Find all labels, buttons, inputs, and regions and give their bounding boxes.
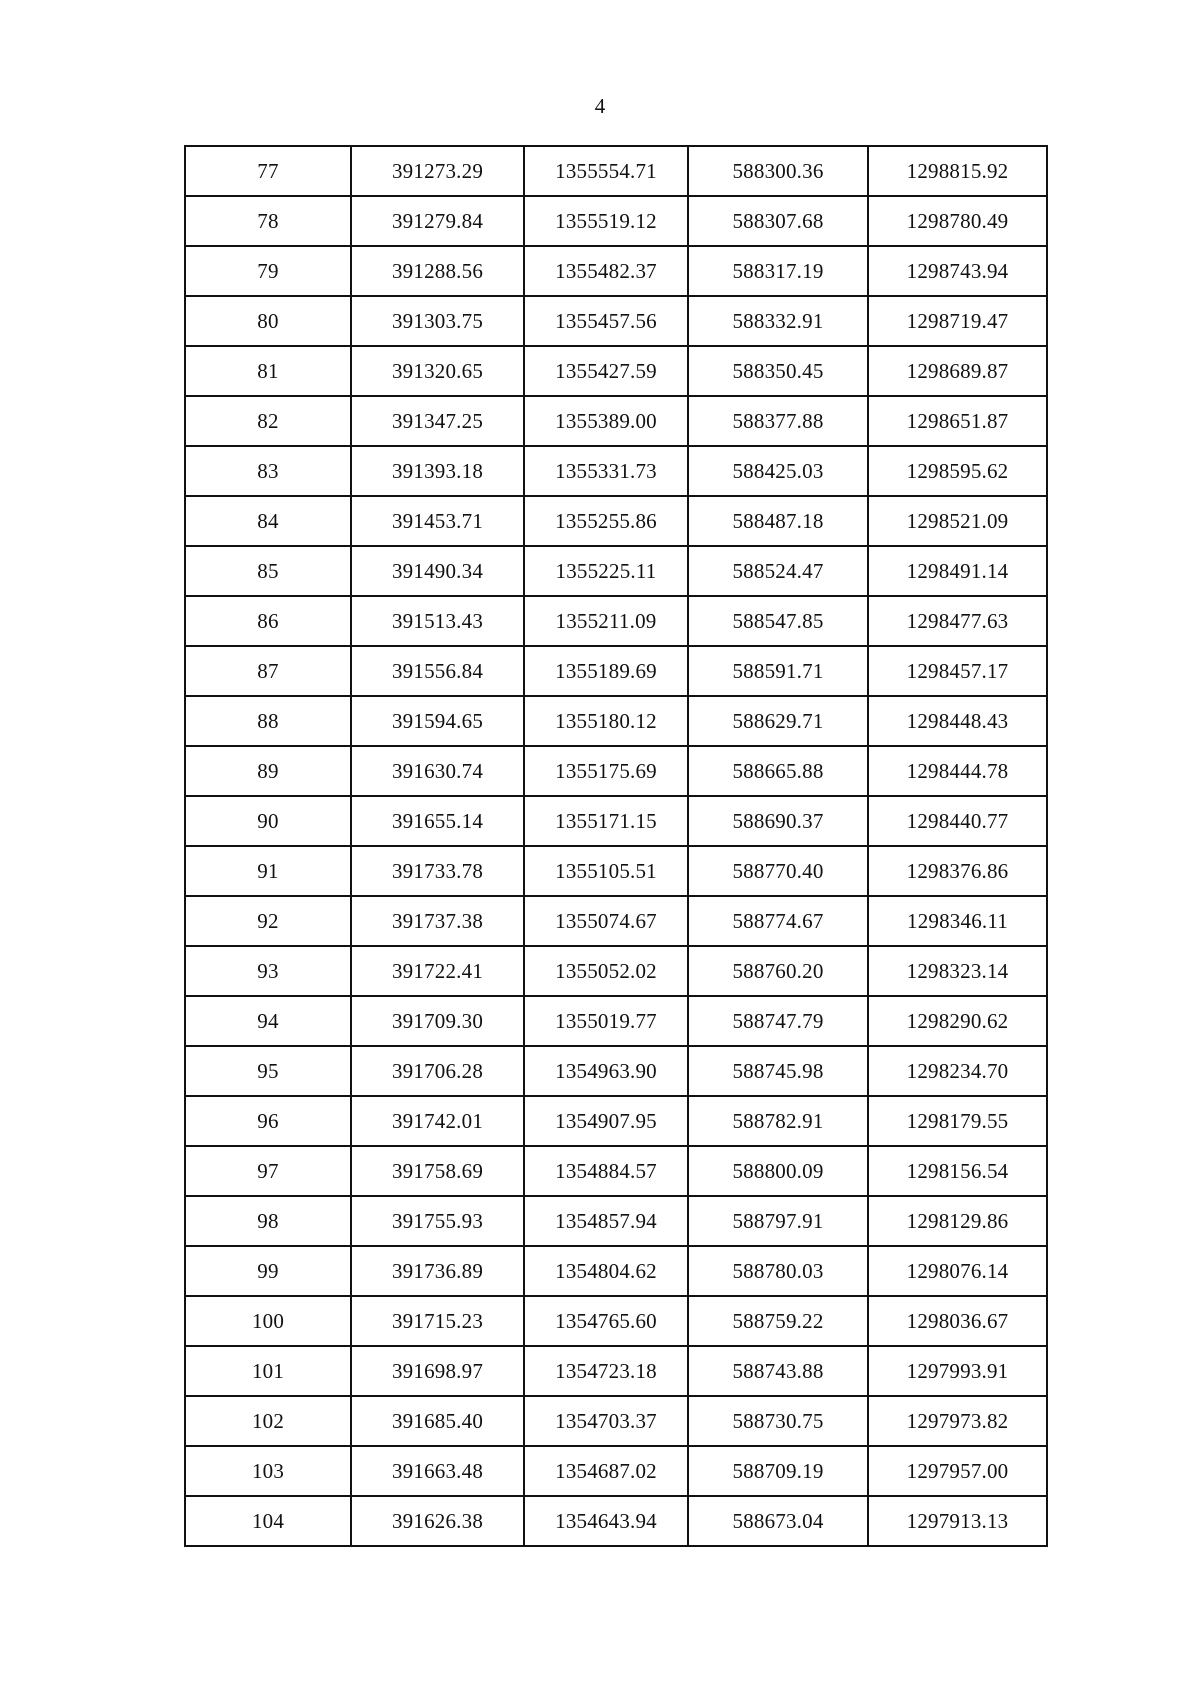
coord-x1-cell: 391742.01 <box>351 1096 524 1146</box>
coord-y1-cell: 1354884.57 <box>524 1146 688 1196</box>
point-number-cell: 100 <box>185 1296 351 1346</box>
coord-y1-cell: 1354687.02 <box>524 1446 688 1496</box>
coord-x2-cell: 588690.37 <box>688 796 868 846</box>
coord-x2-cell: 588332.91 <box>688 296 868 346</box>
coord-y1-cell: 1355331.73 <box>524 446 688 496</box>
coord-x1-cell: 391736.89 <box>351 1246 524 1296</box>
table-row <box>185 846 1047 896</box>
coord-x1-cell: 391737.38 <box>351 896 524 946</box>
coord-y1-cell: 1355389.00 <box>524 396 688 446</box>
point-number-cell: 78 <box>185 196 351 246</box>
coord-x1-cell: 391709.30 <box>351 996 524 1046</box>
coord-y2-cell: 1298444.78 <box>868 746 1047 796</box>
coord-y1-cell: 1355427.59 <box>524 346 688 396</box>
point-number-cell: 80 <box>185 296 351 346</box>
point-number-cell: 87 <box>185 646 351 696</box>
coord-y2-cell: 1297957.00 <box>868 1446 1047 1496</box>
table-row <box>185 246 1047 296</box>
coord-x2-cell: 588730.75 <box>688 1396 868 1446</box>
coord-y2-cell: 1297913.13 <box>868 1496 1047 1546</box>
table-row <box>185 1446 1047 1496</box>
point-number-cell: 94 <box>185 996 351 1046</box>
coord-y2-cell: 1298448.43 <box>868 696 1047 746</box>
coord-x1-cell: 391393.18 <box>351 446 524 496</box>
coord-y1-cell: 1355211.09 <box>524 596 688 646</box>
table-row <box>185 1096 1047 1146</box>
coord-x2-cell: 588629.71 <box>688 696 868 746</box>
coord-y1-cell: 1354963.90 <box>524 1046 688 1096</box>
coord-x1-cell: 391288.56 <box>351 246 524 296</box>
coordinate-table <box>184 145 1048 1547</box>
coord-x2-cell: 588317.19 <box>688 246 868 296</box>
coord-x1-cell: 391490.34 <box>351 546 524 596</box>
coord-y1-cell: 1355225.11 <box>524 546 688 596</box>
table-row <box>185 646 1047 696</box>
coord-x1-cell: 391347.25 <box>351 396 524 446</box>
coord-x2-cell: 588673.04 <box>688 1496 868 1546</box>
coord-y2-cell: 1298491.14 <box>868 546 1047 596</box>
point-number-cell: 77 <box>185 146 351 196</box>
coord-y2-cell: 1298234.70 <box>868 1046 1047 1096</box>
coord-y1-cell: 1354723.18 <box>524 1346 688 1396</box>
coord-y1-cell: 1354703.37 <box>524 1396 688 1446</box>
table-row <box>185 1146 1047 1196</box>
point-number-cell: 104 <box>185 1496 351 1546</box>
coord-y1-cell: 1355457.56 <box>524 296 688 346</box>
coord-y2-cell: 1298156.54 <box>868 1146 1047 1196</box>
table-row <box>185 796 1047 846</box>
table-row <box>185 346 1047 396</box>
coord-x2-cell: 588487.18 <box>688 496 868 546</box>
coord-x2-cell: 588307.68 <box>688 196 868 246</box>
table-row <box>185 1346 1047 1396</box>
table-row <box>185 696 1047 746</box>
coord-y1-cell: 1355554.71 <box>524 146 688 196</box>
point-number-cell: 96 <box>185 1096 351 1146</box>
point-number-cell: 81 <box>185 346 351 396</box>
coord-y2-cell: 1298179.55 <box>868 1096 1047 1146</box>
coord-x2-cell: 588774.67 <box>688 896 868 946</box>
coord-y1-cell: 1355074.67 <box>524 896 688 946</box>
coord-x1-cell: 391758.69 <box>351 1146 524 1196</box>
point-number-cell: 79 <box>185 246 351 296</box>
coord-x1-cell: 391453.71 <box>351 496 524 546</box>
coord-x1-cell: 391722.41 <box>351 946 524 996</box>
coord-y1-cell: 1354907.95 <box>524 1096 688 1146</box>
coord-y1-cell: 1354765.60 <box>524 1296 688 1346</box>
point-number-cell: 83 <box>185 446 351 496</box>
table-row <box>185 896 1047 946</box>
coord-y2-cell: 1298457.17 <box>868 646 1047 696</box>
point-number-cell: 102 <box>185 1396 351 1446</box>
coord-y2-cell: 1298346.11 <box>868 896 1047 946</box>
point-number-cell: 82 <box>185 396 351 446</box>
point-number-cell: 85 <box>185 546 351 596</box>
coord-x2-cell: 588759.22 <box>688 1296 868 1346</box>
table-row <box>185 446 1047 496</box>
coord-x2-cell: 588747.79 <box>688 996 868 1046</box>
coord-y1-cell: 1355175.69 <box>524 746 688 796</box>
coord-x2-cell: 588780.03 <box>688 1246 868 1296</box>
coord-y2-cell: 1298815.92 <box>868 146 1047 196</box>
point-number-cell: 89 <box>185 746 351 796</box>
table-row <box>185 996 1047 1046</box>
coord-y2-cell: 1298651.87 <box>868 396 1047 446</box>
coord-y2-cell: 1298036.67 <box>868 1296 1047 1346</box>
coord-x1-cell: 391626.38 <box>351 1496 524 1546</box>
coord-y1-cell: 1355019.77 <box>524 996 688 1046</box>
coord-y2-cell: 1298780.49 <box>868 196 1047 246</box>
table-row <box>185 496 1047 546</box>
coord-y2-cell: 1298323.14 <box>868 946 1047 996</box>
point-number-cell: 98 <box>185 1196 351 1246</box>
point-number-cell: 99 <box>185 1246 351 1296</box>
coord-x1-cell: 391663.48 <box>351 1446 524 1496</box>
table-row <box>185 296 1047 346</box>
table-row <box>185 1496 1047 1546</box>
page-number: 4 <box>594 94 606 118</box>
coord-x2-cell: 588800.09 <box>688 1146 868 1196</box>
coordinate-table-body <box>185 146 1047 1546</box>
coord-x2-cell: 588709.19 <box>688 1446 868 1496</box>
table-row <box>185 1396 1047 1446</box>
point-number-cell: 97 <box>185 1146 351 1196</box>
table-row <box>185 196 1047 246</box>
table-row <box>185 546 1047 596</box>
coord-x2-cell: 588350.45 <box>688 346 868 396</box>
coord-y2-cell: 1298719.47 <box>868 296 1047 346</box>
coord-x1-cell: 391715.23 <box>351 1296 524 1346</box>
coord-x1-cell: 391273.29 <box>351 146 524 196</box>
coord-y1-cell: 1354857.94 <box>524 1196 688 1246</box>
coord-y1-cell: 1355519.12 <box>524 196 688 246</box>
point-number-cell: 90 <box>185 796 351 846</box>
coord-x1-cell: 391320.65 <box>351 346 524 396</box>
coord-x2-cell: 588425.03 <box>688 446 868 496</box>
coord-y1-cell: 1355171.15 <box>524 796 688 846</box>
coord-y1-cell: 1355180.12 <box>524 696 688 746</box>
coord-y2-cell: 1298376.86 <box>868 846 1047 896</box>
coord-x1-cell: 391655.14 <box>351 796 524 846</box>
table-row <box>185 1296 1047 1346</box>
point-number-cell: 88 <box>185 696 351 746</box>
coord-y1-cell: 1354804.62 <box>524 1246 688 1296</box>
point-number-cell: 84 <box>185 496 351 546</box>
coord-y2-cell: 1298129.86 <box>868 1196 1047 1246</box>
coord-y1-cell: 1355105.51 <box>524 846 688 896</box>
coord-x1-cell: 391685.40 <box>351 1396 524 1446</box>
coord-y1-cell: 1355189.69 <box>524 646 688 696</box>
coord-y1-cell: 1355255.86 <box>524 496 688 546</box>
coord-y2-cell: 1298290.62 <box>868 996 1047 1046</box>
coord-x2-cell: 588760.20 <box>688 946 868 996</box>
coord-x1-cell: 391594.65 <box>351 696 524 746</box>
coord-y2-cell: 1298743.94 <box>868 246 1047 296</box>
coord-x1-cell: 391303.75 <box>351 296 524 346</box>
coord-x2-cell: 588745.98 <box>688 1046 868 1096</box>
coord-x2-cell: 588797.91 <box>688 1196 868 1246</box>
table-row <box>185 1246 1047 1296</box>
coord-x1-cell: 391556.84 <box>351 646 524 696</box>
point-number-cell: 95 <box>185 1046 351 1096</box>
coord-x1-cell: 391755.93 <box>351 1196 524 1246</box>
table-row <box>185 396 1047 446</box>
coord-y2-cell: 1298076.14 <box>868 1246 1047 1296</box>
point-number-cell: 91 <box>185 846 351 896</box>
coord-y2-cell: 1298440.77 <box>868 796 1047 846</box>
coord-y1-cell: 1355052.02 <box>524 946 688 996</box>
table-row <box>185 946 1047 996</box>
coord-x2-cell: 588547.85 <box>688 596 868 646</box>
point-number-cell: 86 <box>185 596 351 646</box>
table-row <box>185 1046 1047 1096</box>
coord-y2-cell: 1298521.09 <box>868 496 1047 546</box>
coord-y2-cell: 1298595.62 <box>868 446 1047 496</box>
table-row <box>185 1196 1047 1246</box>
coord-y2-cell: 1297993.91 <box>868 1346 1047 1396</box>
coord-y1-cell: 1354643.94 <box>524 1496 688 1546</box>
coord-x1-cell: 391279.84 <box>351 196 524 246</box>
coord-y2-cell: 1298477.63 <box>868 596 1047 646</box>
point-number-cell: 92 <box>185 896 351 946</box>
coord-x1-cell: 391630.74 <box>351 746 524 796</box>
coord-x2-cell: 588782.91 <box>688 1096 868 1146</box>
coord-x1-cell: 391698.97 <box>351 1346 524 1396</box>
coord-y1-cell: 1355482.37 <box>524 246 688 296</box>
point-number-cell: 93 <box>185 946 351 996</box>
coord-x2-cell: 588665.88 <box>688 746 868 796</box>
table-row <box>185 596 1047 646</box>
coord-x2-cell: 588770.40 <box>688 846 868 896</box>
coord-x2-cell: 588524.47 <box>688 546 868 596</box>
coord-x2-cell: 588377.88 <box>688 396 868 446</box>
coord-x1-cell: 391733.78 <box>351 846 524 896</box>
coord-x1-cell: 391513.43 <box>351 596 524 646</box>
table-row <box>185 146 1047 196</box>
coord-y2-cell: 1298689.87 <box>868 346 1047 396</box>
coord-y2-cell: 1297973.82 <box>868 1396 1047 1446</box>
point-number-cell: 103 <box>185 1446 351 1496</box>
coord-x2-cell: 588591.71 <box>688 646 868 696</box>
point-number-cell: 101 <box>185 1346 351 1396</box>
coord-x2-cell: 588743.88 <box>688 1346 868 1396</box>
table-row <box>185 746 1047 796</box>
coord-x1-cell: 391706.28 <box>351 1046 524 1096</box>
coord-x2-cell: 588300.36 <box>688 146 868 196</box>
